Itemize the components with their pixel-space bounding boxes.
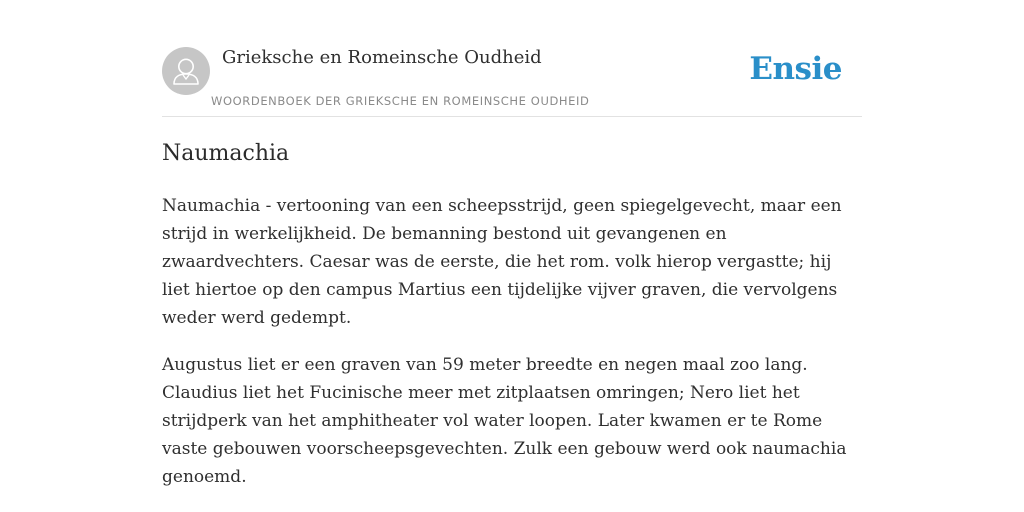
source-subtitle[interactable]: WOORDENBOEK DER GRIEKSCHE EN ROMEINSCHE OUDHEID: [211, 94, 590, 108]
entry-paragraph: Naumachia - vertooning van een scheepsstrijd, geen spiegelgevecht, maar een strijd in werkelijkheid. De bemanning bestond uit gevangenen en zwaardvechters. Caesar was de eerste, die het rom. volk hierop vergastte; hij liet hiertoe op den campus Martius een tijdelijke vijver graven, die vervolgens weder werd gedempt.: [162, 196, 842, 328]
entry-header: [162, 0, 862, 117]
entry-paragraph: Augustus liet er een graven van 59 meter breedte en negen maal zoo lang. Claudius liet het Fucinische meer met zitplaatsen omringen; Nero liet het strijdperk van het amphitheater vol water loopen. Later kwamen er te Rome vaste gebouwen voorscheepsgevechten. Zulk een gebouw werd ook naumachia genoemd.: [162, 355, 847, 487]
brand-logo[interactable]: Ensie: [749, 51, 842, 87]
avatar[interactable]: [162, 47, 210, 95]
entry-body: [162, 192, 862, 510]
source-title[interactable]: Grieksche en Romeinsche Oudheid: [222, 47, 542, 68]
page: [162, 0, 862, 512]
user-silhouette-icon: [162, 47, 210, 95]
page-title: Naumachia: [162, 141, 290, 166]
